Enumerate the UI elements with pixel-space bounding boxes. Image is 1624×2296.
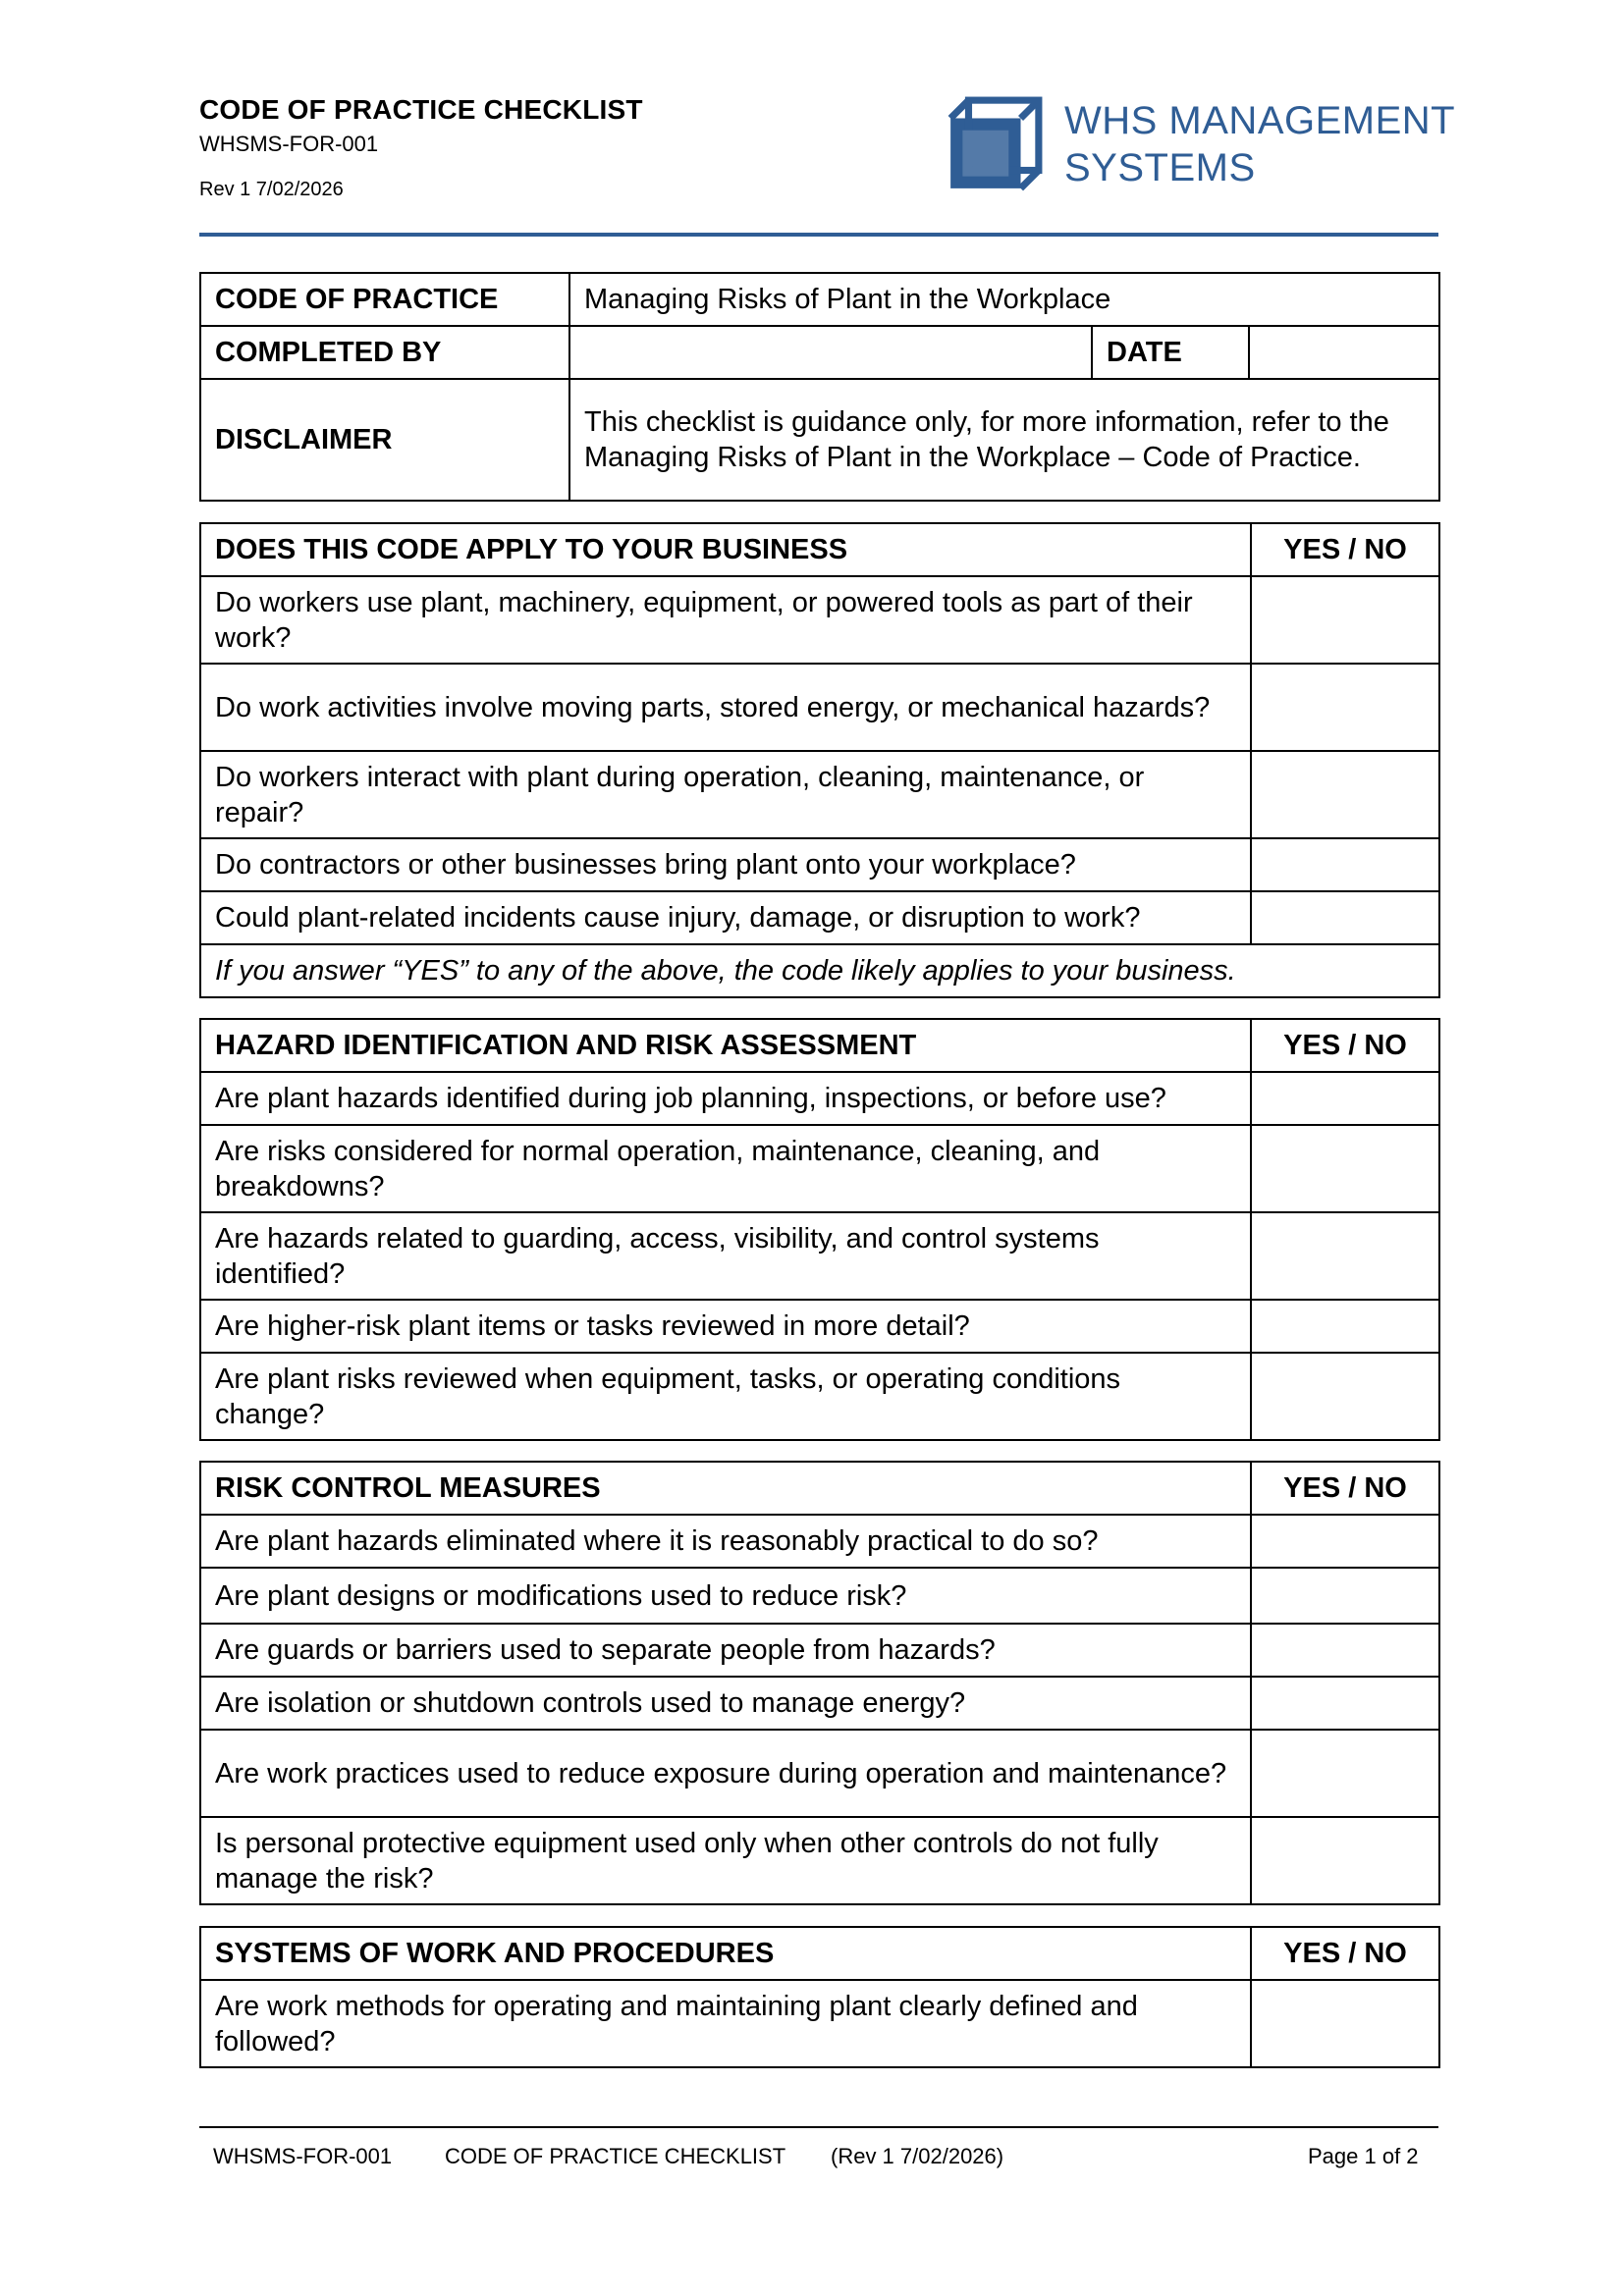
answer-cell[interactable]: [1251, 1300, 1439, 1353]
section-hazard-identification: [199, 1018, 1440, 1441]
section-risk-control: [199, 1461, 1440, 1905]
company-logo: [945, 94, 1455, 194]
question-row: [200, 891, 1439, 944]
section-header-row: [200, 1019, 1439, 1072]
question-row: [200, 664, 1439, 751]
answer-cell[interactable]: [1251, 1212, 1439, 1300]
question-row: [200, 1568, 1439, 1624]
answer-cell[interactable]: [1251, 1817, 1439, 1904]
section-title: RISK CONTROL MEASURES: [200, 1462, 1251, 1515]
info-row-code: [200, 273, 1439, 326]
answer-cell[interactable]: [1251, 891, 1439, 944]
answer-cell[interactable]: [1251, 1515, 1439, 1568]
footer-code: WHSMS-FOR-001: [213, 2144, 393, 2168]
yes-no-header: YES / NO: [1251, 1462, 1439, 1515]
section-header-row: [200, 1927, 1439, 1980]
question-text: Do workers use plant, machinery, equipment, or powered tools as part of their work?: [200, 576, 1251, 664]
answer-cell[interactable]: [1251, 1125, 1439, 1212]
question-row: [200, 1125, 1439, 1212]
info-row-completed: [200, 326, 1439, 379]
answer-cell[interactable]: [1251, 1677, 1439, 1730]
section-title: HAZARD IDENTIFICATION AND RISK ASSESSMENT: [200, 1019, 1251, 1072]
answer-cell[interactable]: [1251, 751, 1439, 838]
section-header-row: [200, 523, 1439, 576]
question-text: Could plant-related incidents cause injury, damage, or disruption to work?: [200, 891, 1251, 944]
question-row: [200, 1212, 1439, 1300]
question-text: Are hazards related to guarding, access, visibility, and control systems identified?: [200, 1212, 1251, 1300]
question-row: [200, 1730, 1439, 1817]
logo-text-line1: WHS MANAGEMENT: [1064, 99, 1456, 142]
section-title: DOES THIS CODE APPLY TO YOUR BUSINESS: [200, 523, 1251, 576]
question-row: [200, 1353, 1439, 1440]
question-text: Are plant hazards identified during job planning, inspections, or before use?: [200, 1072, 1251, 1125]
section-applicability: [199, 522, 1440, 998]
answer-cell[interactable]: [1251, 1730, 1439, 1817]
question-row: [200, 1072, 1439, 1125]
question-text: Do contractors or other businesses bring plant onto your workplace?: [200, 838, 1251, 891]
question-text: Do workers interact with plant during operation, cleaning, maintenance, or repair?: [200, 751, 1251, 838]
logo-text-line2: SYSTEMS: [1064, 146, 1256, 189]
answer-cell[interactable]: [1251, 1568, 1439, 1624]
logo-text: [1064, 97, 1455, 191]
cube-logo-icon: [945, 94, 1045, 194]
question-text: Are guards or barriers used to separate people from hazards?: [200, 1624, 1251, 1677]
question-row: [200, 1817, 1439, 1904]
info-row-disclaimer: [200, 379, 1439, 501]
answer-cell[interactable]: [1251, 1624, 1439, 1677]
question-text: Are plant designs or modifications used to reduce risk?: [200, 1568, 1251, 1624]
yes-no-header: YES / NO: [1251, 1019, 1439, 1072]
answer-cell[interactable]: [1251, 664, 1439, 751]
note-row: [200, 944, 1439, 997]
document-header: [199, 94, 643, 201]
code-of-practice-value: Managing Risks of Plant in the Workplace: [569, 273, 1439, 326]
answer-cell[interactable]: [1251, 1353, 1439, 1440]
section-header-row: [200, 1462, 1439, 1515]
answer-cell[interactable]: [1251, 1980, 1439, 2067]
document-code: WHSMS-FOR-001: [199, 132, 379, 156]
code-of-practice-label: CODE OF PRACTICE: [200, 273, 569, 326]
disclaimer-label: DISCLAIMER: [200, 379, 569, 501]
document-revision: Rev 1 7/02/2026: [199, 179, 344, 200]
date-label: DATE: [1092, 326, 1249, 379]
yes-no-header: YES / NO: [1251, 1927, 1439, 1980]
document-title: CODE OF PRACTICE CHECKLIST: [199, 94, 643, 125]
yes-no-header: YES / NO: [1251, 523, 1439, 576]
question-text: Are higher-risk plant items or tasks reviewed in more detail?: [200, 1300, 1251, 1353]
section-systems-of-work: [199, 1926, 1440, 2068]
completed-by-field[interactable]: [569, 326, 1092, 379]
date-field[interactable]: [1249, 326, 1439, 379]
question-row: [200, 1624, 1439, 1677]
answer-cell[interactable]: [1251, 838, 1439, 891]
question-text: Are isolation or shutdown controls used to manage energy?: [200, 1677, 1251, 1730]
question-text: Are plant risks reviewed when equipment, tasks, or operating conditions change?: [200, 1353, 1251, 1440]
section-title: SYSTEMS OF WORK AND PROCEDURES: [200, 1927, 1251, 1980]
question-row: [200, 1515, 1439, 1568]
answer-cell[interactable]: [1251, 1072, 1439, 1125]
header-divider: [199, 233, 1438, 237]
completed-by-label: COMPLETED BY: [200, 326, 569, 379]
footer-title: CODE OF PRACTICE CHECKLIST: [445, 2144, 786, 2168]
footer-divider: [199, 2126, 1438, 2128]
question-row: [200, 751, 1439, 838]
question-text: Are plant hazards eliminated where it is reasonably practical to do so?: [200, 1515, 1251, 1568]
applicability-note: If you answer “YES” to any of the above, the code likely applies to your business.: [200, 944, 1439, 997]
question-text: Is personal protective equipment used only when other controls do not fully manage the risk?: [200, 1817, 1251, 1904]
question-row: [200, 1980, 1439, 2067]
footer-revision: (Rev 1 7/02/2026): [831, 2144, 1004, 2168]
question-row: [200, 1300, 1439, 1353]
info-table: [199, 272, 1440, 502]
question-text: Are risks considered for normal operation, maintenance, cleaning, and breakdowns?: [200, 1125, 1251, 1212]
question-text: Do work activities involve moving parts, stored energy, or mechanical hazards?: [200, 664, 1251, 751]
disclaimer-text: This checklist is guidance only, for more information, refer to the Managing Risks of Plant in the Workplace – Code of Practice.: [569, 379, 1439, 501]
question-text: Are work practices used to reduce exposure during operation and maintenance?: [200, 1730, 1251, 1817]
question-text: Are work methods for operating and maintaining plant clearly defined and followed?: [200, 1980, 1251, 2067]
answer-cell[interactable]: [1251, 576, 1439, 664]
question-row: [200, 1677, 1439, 1730]
question-row: [200, 576, 1439, 664]
question-row: [200, 838, 1439, 891]
footer-page-number: Page 1 of 2: [1308, 2144, 1419, 2168]
